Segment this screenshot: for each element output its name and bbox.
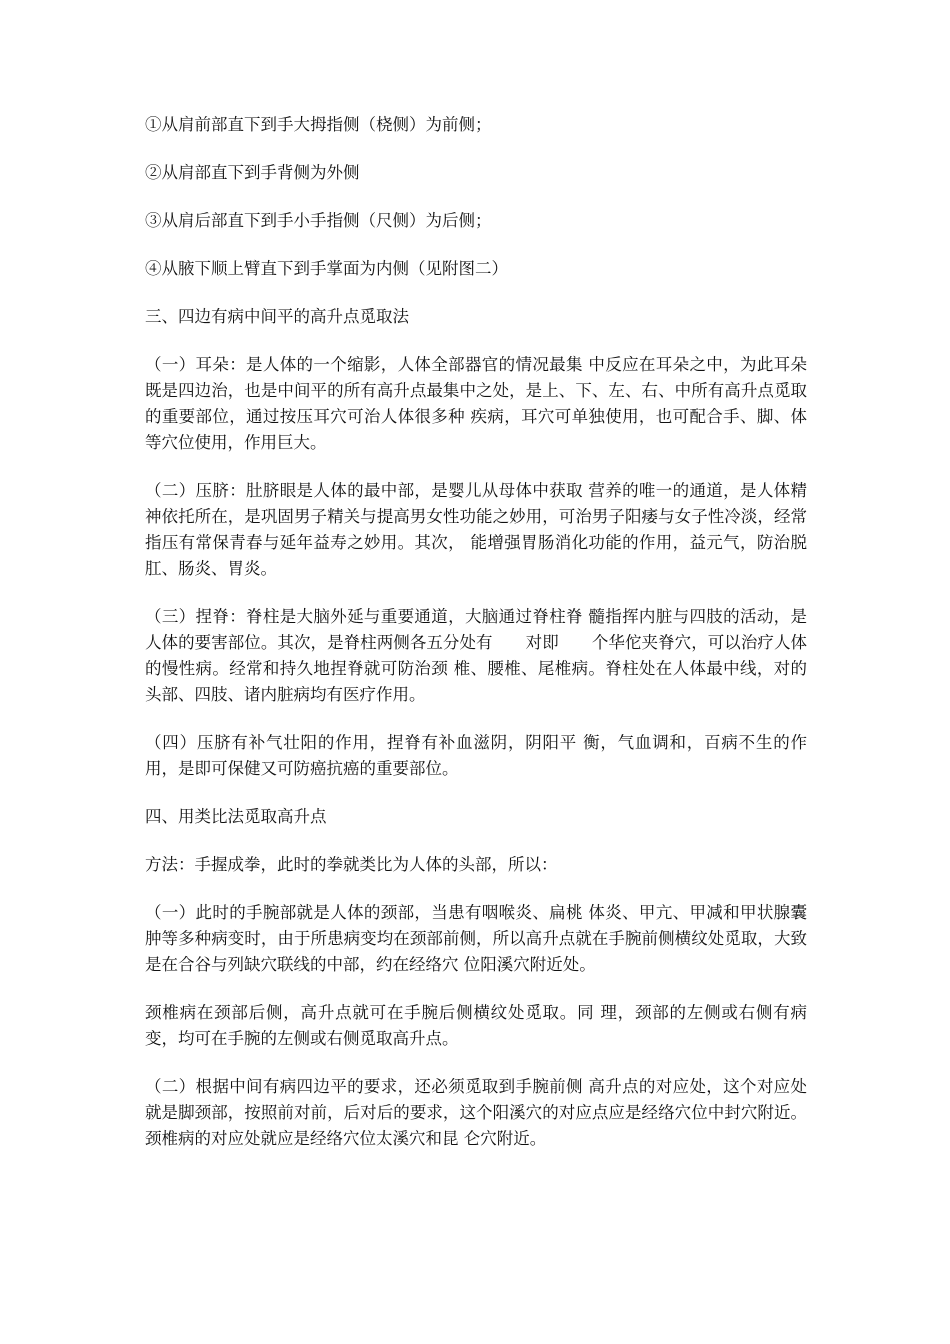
paragraph-inner-side: ④从腋下顺上臂直下到手掌面为内侧（见附图二） xyxy=(145,259,508,278)
section-heading-three: 三、四边有病中间平的高升点觅取法 xyxy=(145,307,409,326)
paragraph-navel-press: （二）压脐：肚脐眼是人体的最中部，是婴儿从母体中获取 营养的唯一的通道，是人体精神依托所在，是巩固男子精关与提高男女性功能之妙用，可治男子阳痿与女子性冷淡，经常指压有常保青春与延年益寿之妙用。其次， 能增强胃肠消化功能的作用，益元气，防治脱肛、肠炎、胃炎。 xyxy=(145,481,807,578)
paragraph-back-side: ③从肩后部直下到手小手指侧（尺侧）为后侧； xyxy=(145,211,492,230)
document-page xyxy=(145,112,807,1174)
paragraph-outer-side: ②从肩部直下到手背侧为外侧 xyxy=(145,163,360,182)
paragraph-ear: （一）耳朵：是人体的一个缩影，人体全部器官的情况最集 中反应在耳朵之中，为此耳朵既是四边治，也是中间平的所有高升点最集中之处，是上、下、左、右、中所有高升点觅取的重要部位，通过按压耳穴可治人体很多种 疾病，耳穴可单独使用，也可配合手、脚、体等穴位使用，作用巨大。 xyxy=(145,355,807,452)
paragraph-ankle: （二）根据中间有病四边平的要求，还必须觅取到手腕前侧 高升点的对应处，这个对应处就是脚颈部，按照前对前，后对后的要求，这个阳溪穴的对应点应是经络穴位中封穴附近。颈椎病的对应处就应是经络穴位太溪穴和昆 仑穴附近。 xyxy=(145,1077,807,1148)
paragraph-method: 方法：手握成拳，此时的拳就类比为人体的头部，所以： xyxy=(145,855,558,874)
paragraph-front-side: ①从肩前部直下到手大拇指侧（桡侧）为前侧； xyxy=(145,115,492,134)
paragraph-spine-pinch: （三）捏脊：脊柱是大脑外延与重要通道，大脑通过脊柱脊 髓指挥内脏与四肢的活动，是人体的要害部位。其次，是脊柱两侧各五分处有 对即 个华佗夹脊穴，可以治疗人体的慢性病。经常和持久地捏脊就可防治颈 椎、腰椎、尾椎病。脊柱处在人体最中线，对的头部、四肢、诸内脏病均有医疗作用。 xyxy=(145,607,807,704)
section-heading-four: 四、用类比法觅取高升点 xyxy=(145,807,327,826)
paragraph-yin-yang: （四）压脐有补气壮阳的作用，捏脊有补血滋阴，阴阳平 衡，气血调和，百病不生的作用，是即可保健又可防癌抗癌的重要部位。 xyxy=(145,733,807,778)
paragraph-wrist-neck: （一）此时的手腕部就是人体的颈部，当患有咽喉炎、扁桃 体炎、甲亢、甲减和甲状腺囊肿等多种病变时，由于所患病变均在颈部前侧，所以高升点就在手腕前侧横纹处觅取，大致是在合谷与列缺穴联线的中部，约在经络穴 位阳溪穴附近处。 xyxy=(145,903,807,974)
paragraph-cervical: 颈椎病在颈部后侧，高升点就可在手腕后侧横纹处觅取。同 理，颈部的左侧或右侧有病变，均可在手腕的左侧或右侧觅取高升点。 xyxy=(145,1003,807,1048)
